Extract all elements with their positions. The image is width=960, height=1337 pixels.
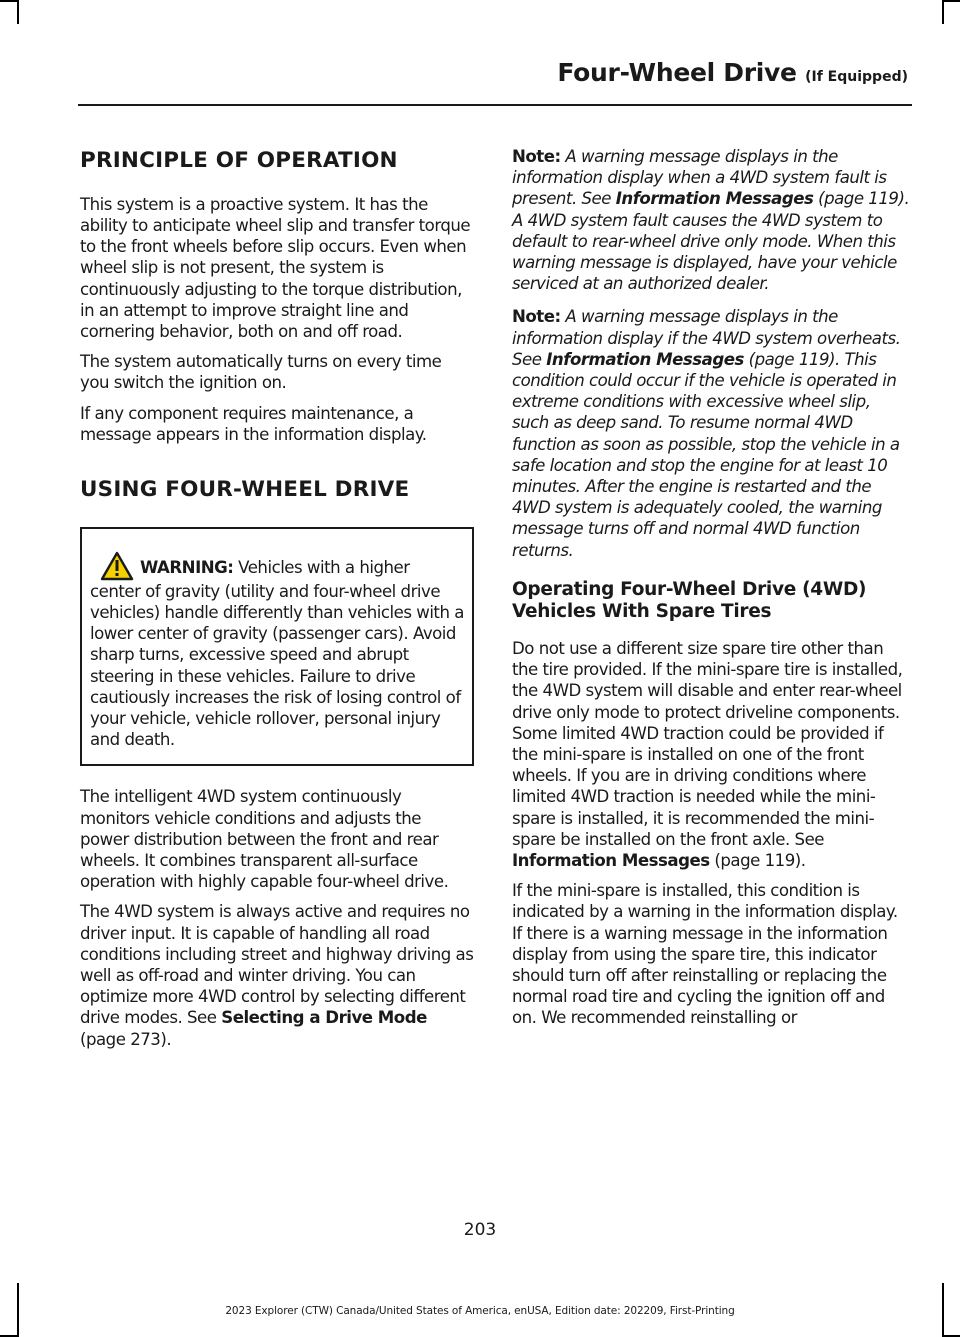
paragraph-text: The 4WD system is always active and requires no driver input. It is capable of handling all road conditions including street and highway driving as well as off-road and winter driving. You can optimize more 4WD control by selecting different drive modes. See: [80, 902, 474, 1028]
note-text: (page 119). This condition could occur if the vehicle is operated in extreme conditions with excessive wheel slip, such as deep sand. To resume normal 4WD function as soon as possible, stop the vehicle in a safe location and stop the engine for at least 10 minutes. After the engine is restarted and the 4WD system is adequately cooled, the warning message turns off and normal 4WD function returns.: [512, 349, 900, 560]
paragraph-text: Do not use a different size spare tire other than the tire provided. If the mini-spare tire is installed, the 4WD system will disable and enter rear-wheel drive only mode to protect driveline components. Some limited 4WD traction could be provided if the mini-spare is installed on one of the front wheels. If you are in driving conditions where limited 4WD traction is needed while the mini-spare is installed, it is recommended the mini-spare be installed on the front axle. See: [512, 638, 903, 849]
subheading-spare-tires: Operating Four-Wheel Drive (4WD) Vehicles With Spare Tires: [512, 578, 867, 623]
paragraph: If the mini-spare is installed, this condition is indicated by a warning in the information display. If there is a warning message in the information display from using the spare tire, this indicator should turn off after reinstalling or replacing the normal road tire and cycling the ignition off and on. We recommended reinstalling or: [512, 881, 898, 1028]
paragraph: [512, 638, 910, 871]
note: [512, 306, 910, 560]
page-number: 203: [463, 1220, 497, 1240]
crop-mark: [944, 0, 960, 2]
warning-label: WARNING:: [140, 557, 234, 577]
paragraph: This system is a proactive system. It has the ability to anticipate wheel slip and transfer torque to the front wheels before slip occurs. Even when wheel slip is not present, the system is continuously adjusting to the torque distribution, in an attempt to improve straight line and cornering behavior, both on and off road.: [80, 194, 471, 342]
warning-box: [80, 527, 474, 767]
chapter-title: Four-Wheel Drive: [557, 58, 797, 87]
paragraph: The system automatically turns on every time you switch the ignition on.: [80, 352, 442, 393]
paragraph: The intelligent 4WD system continuously monitors vehicle conditions and adjusts the power distribution between the front and rear wheels. It combines transparent all-surface operation with highly capable four-wheel drive.: [80, 787, 449, 892]
note: [512, 146, 910, 294]
link-selecting-drive-mode[interactable]: Selecting a Drive Mode: [221, 1008, 427, 1028]
right-column: [512, 146, 910, 1038]
warning-triangle-icon: [100, 551, 134, 581]
page-reference: (page 273).: [80, 1029, 172, 1049]
link-information-messages[interactable]: Information Messages: [546, 349, 744, 369]
note-text: A warning message displays in the information display if the 4WD system overheats. See: [512, 307, 901, 369]
note-text: A warning message displays in the information display when a 4WD system fault is present. See: [512, 147, 887, 209]
crop-mark: [17, 0, 19, 24]
note-label: Note:: [512, 307, 561, 327]
note-text: (page 119). A 4WD system fault causes the 4WD system to default to rear-wheel drive only mode. When this warning message is displayed, have your vehicle serviced at an authorized dealer.: [512, 189, 910, 294]
section-heading-principle: PRINCIPLE OF OPERATION: [80, 148, 398, 173]
section-heading-using-4wd: USING FOUR-WHEEL DRIVE: [80, 477, 410, 503]
crop-mark: [0, 0, 17, 2]
link-information-messages[interactable]: Information Messages: [512, 851, 710, 871]
paragraph: [80, 901, 474, 1049]
note-label: Note:: [512, 147, 561, 166]
paragraph: If any component requires maintenance, a message appears in the information display.: [80, 403, 427, 444]
chapter-subtitle: (If Equipped): [805, 69, 908, 85]
header-divider: [78, 104, 912, 106]
warning-text: Vehicles with a higher center of gravity (utility and four-wheel drive vehicles) handle differently than vehicles with a lower center of gravity (passenger cars). Avoid sharp turns, excessive speed and abrupt steering in these vehicles. Failure to drive cautiously increases the risk of losing control of your vehicle, vehicle rollover, personal injury and death.: [90, 557, 464, 750]
page-reference: (page 119).: [709, 851, 806, 871]
link-information-messages[interactable]: Information Messages: [615, 189, 814, 209]
left-column: [80, 138, 474, 1059]
crop-mark: [942, 0, 944, 24]
footer-edition-info: 2023 Explorer (CTW) Canada/United States of America, enUSA, Edition date: 202209, First-Printing: [225, 1305, 735, 1317]
page-header-title: [557, 58, 908, 87]
